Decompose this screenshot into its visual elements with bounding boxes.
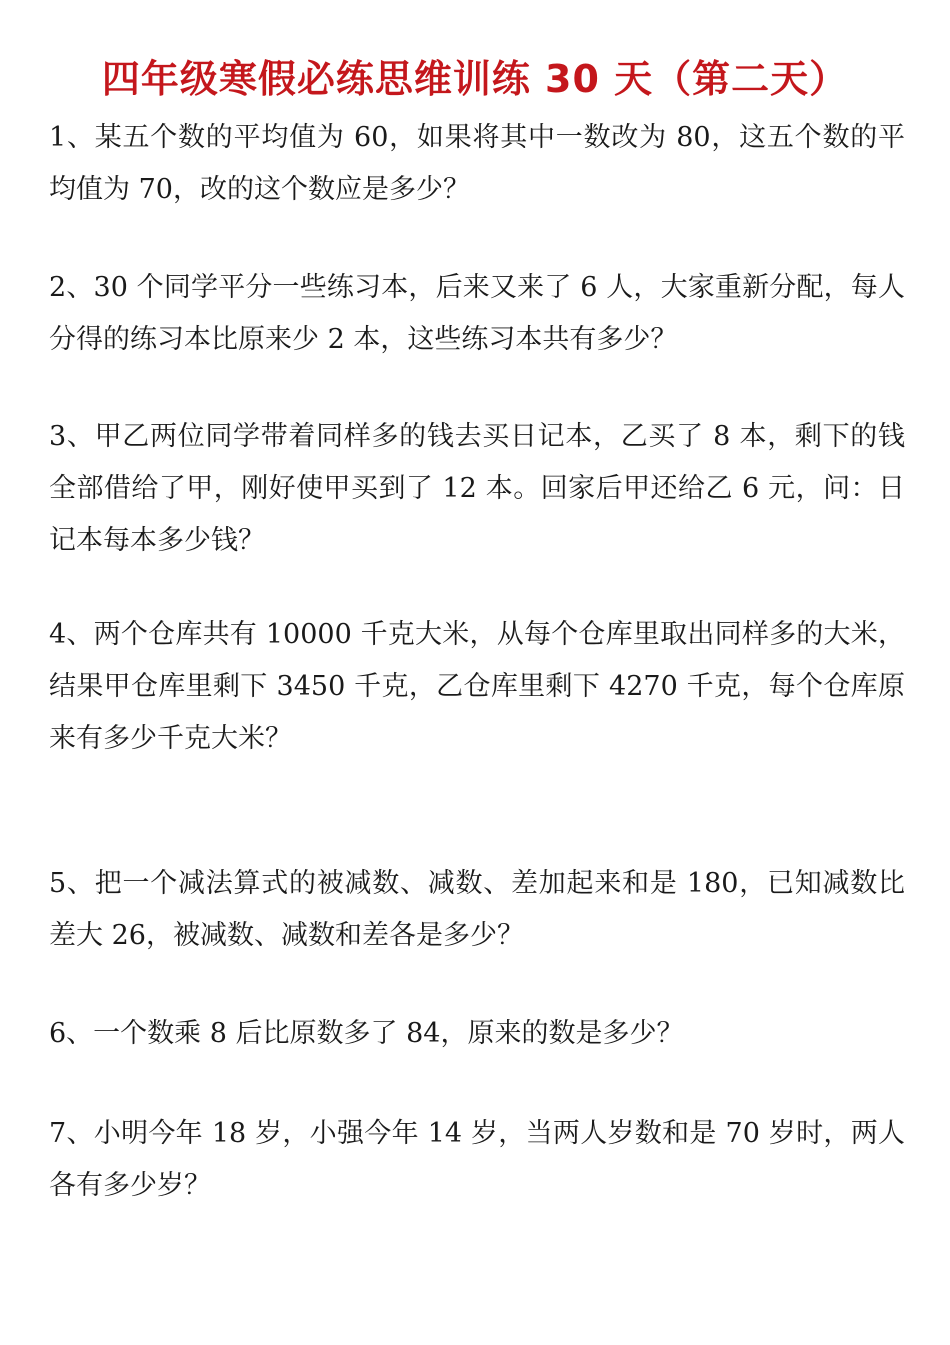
page-title: 四年级寒假必练思维训练 30 天（第二天） — [101, 57, 849, 101]
question-2: 2、30 个同学平分一些练习本，后来又来了 6 人，大家重新分配，每人分得的练习本比原来少 2 本，这些练习本共有多少？ — [49, 272, 905, 355]
question-5: 5、把一个减法算式的被减数、减数、差加起来和是 180，已知减数比差大 26，被减数、减数和差各是多少？ — [49, 868, 905, 951]
question-7: 7、小明今年 18 岁，小强今年 14 岁，当两人岁数和是 70 岁时，两人各有多少岁？ — [49, 1118, 905, 1201]
question-6: 6、一个数乘 8 后比原数多了 84，原来的数是多少？ — [49, 1018, 684, 1049]
question-4: 4、两个仓库共有 10000 千克大米，从每个仓库里取出同样多的大米，结果甲仓库里剩下 3450 千克，乙仓库里剩下 4270 千克，每个仓库原来有多少千克大米？ — [49, 619, 905, 754]
question-3: 3、甲乙两位同学带着同样多的钱去买日记本，乙买了 8 本，剩下的钱全部借给了甲，刚好使甲买到了 12 本。回家后甲还给乙 6 元，问：日记本每本多少钱？ — [49, 421, 905, 556]
question-1: 1、某五个数的平均值为 60，如果将其中一数改为 80，这五个数的平均值为 70，改的这个数应是多少？ — [49, 122, 905, 205]
